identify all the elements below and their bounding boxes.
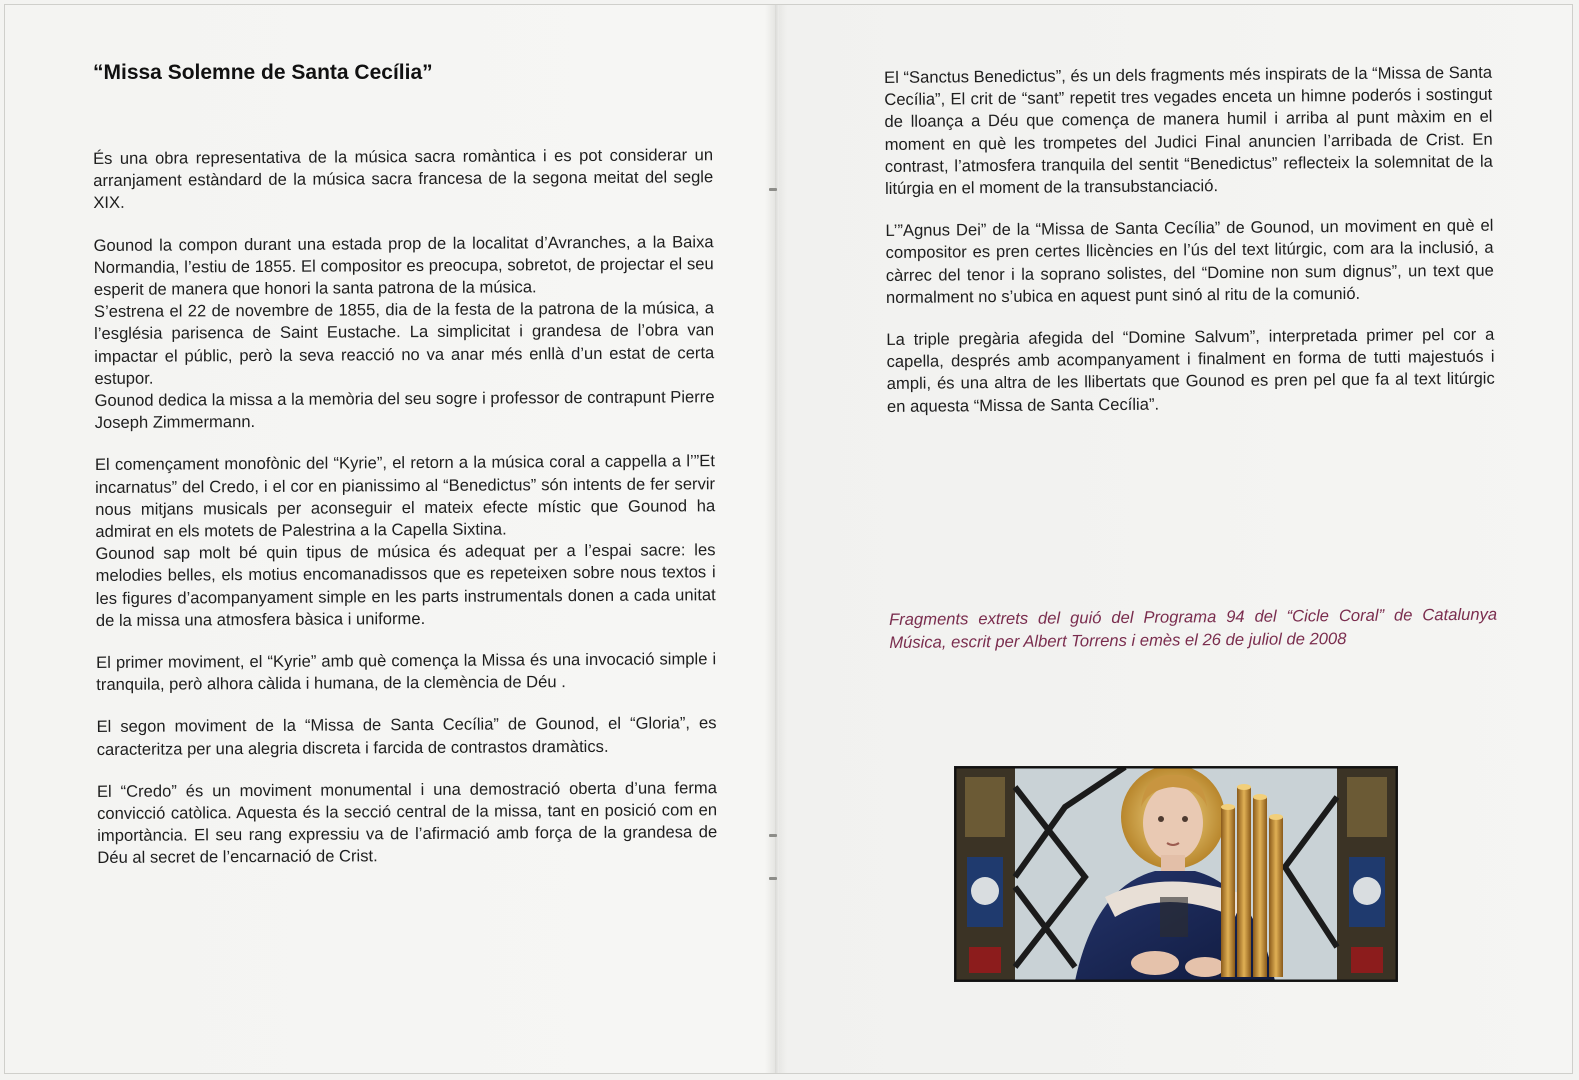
left-text-column bbox=[93, 144, 718, 889]
paragraph: És una obra representativa de la música sacra romàntica i es pot considerar un arranjament estàndard de la música sacra francesa de la segona meitat del segle XIX. bbox=[93, 145, 714, 213]
paragraph: El primer moviment, el “Kyrie” amb què comença la Missa és una invocació simple i tranquila, però alhora càlida i humana, de la clemència de Déu . bbox=[96, 649, 717, 695]
paragraph: Gounod sap molt bé quin tipus de música és adequat per a l’espai sacre: les melodies belles, els motius encomanadissos que es repeteixen sobre nous textos i les figures d’acompanyament simple en les parts instrumentals donen a cada unitat de la missa una atmosfera bàsica i uniforme. bbox=[95, 540, 716, 630]
paragraph: El “Sanctus Benedictus”, és un dels fragments més inspirats de la “Missa de Santa Cecília”, El crit de “sant” repetit tres vegades enceta un himne poderós i sostingut de lloança a Déu que comença de manera humil i arriba al punt màxim en el moment en què les trompetes del Judici Final anuncien l’arribada de Crist. En contrast, l’atmosfera tranquila del sentit “Benedictus” reflecteix la solemnitat de la litúrgia en el moment de la transubstanciació. bbox=[884, 62, 1493, 199]
staple bbox=[769, 877, 777, 880]
page-title: “Missa Solemne de Santa Cecília” bbox=[93, 61, 433, 84]
paragraph: Gounod dedica la missa a la memòria del seu sogre i professor de contrapunt Pierre Joseph Zimmermann. bbox=[94, 387, 715, 433]
paragraph: L’”Agnus Dei” de la “Missa de Santa Cecília” de Gounod, un moviment en què el compositor es pren certes llicències en l’ús del text litúrgic, com ara la inclusió, a càrrec del tenor i la soprano solistes, del “Domine non sum dignus”, un text que normalment no s’ubica en aquest punt sinó al ritu de la comunió. bbox=[885, 215, 1494, 307]
paragraph: Gounod la compon durant una estada prop de la localitat d’Avranches, a la Baixa Normandia, l’estiu de 1855. El compositor es preocupa, sobretot, de projectar el seu esperit de manera que honori la santa patrona de la música. bbox=[93, 231, 714, 300]
right-text-column bbox=[884, 62, 1495, 438]
paragraph: El començament monofònic del “Kyrie”, el retorn a la música coral a cappella a l’”Et incarnatus” del Credo, i el cor en pianissimo al “Benedictus” són intents de fer servir nous mitjans musicals per aconseguir el mateix efecte místic que Gounod ha admirat en els motets de Palestrina a la Capella Sixtina. bbox=[94, 451, 716, 542]
stained-glass-illustration bbox=[955, 767, 1397, 981]
left-page bbox=[5, 5, 775, 1073]
staple bbox=[769, 188, 777, 191]
paragraph: S’estrena el 22 de novembre de 1855, dia de la festa de la patrona de la música, a l’església parisenca de Saint Eustache. La simplicitat i grandesa de l’obra van impactar el públic, però la seva reacció no va anar més enllà d’un estat de certa estupor. bbox=[93, 298, 715, 388]
paragraph: El “Credo” és un moviment monumental i una demostració oberta d’una ferma convicció catòlica. Aquesta és la secció central de la missa, tant en posició com en importància. El seu rang expressiu va de l’afirmació amb força de la grandesa de Déu al secret de l’encarnació de Crist. bbox=[96, 778, 718, 868]
stained-glass-image bbox=[954, 766, 1398, 982]
credit-note: Fragments extrets del guió del Programa 94 del “Cicle Coral” de Catalunya Música, escrit per Albert Torrens i emès el 26 de juliol de 2008 bbox=[889, 604, 1498, 652]
paragraph: El segon moviment de la “Missa de Santa Cecília” de Gounod, el “Gloria”, es caracteritza per una alegria discreta i farcida de contrastos dramàtics. bbox=[96, 713, 717, 759]
staple bbox=[769, 834, 777, 837]
paragraph: La triple pregària afegida del “Domine Salvum”, interpretada primer pel cor a capella, després amb acompanyament i finalment en forma de tutti majestuós i ampli, és una altra de les llibertats que Gounod es pren pel que fa al text litúrgic en aquesta “Missa de Santa Cecília”. bbox=[886, 324, 1495, 416]
